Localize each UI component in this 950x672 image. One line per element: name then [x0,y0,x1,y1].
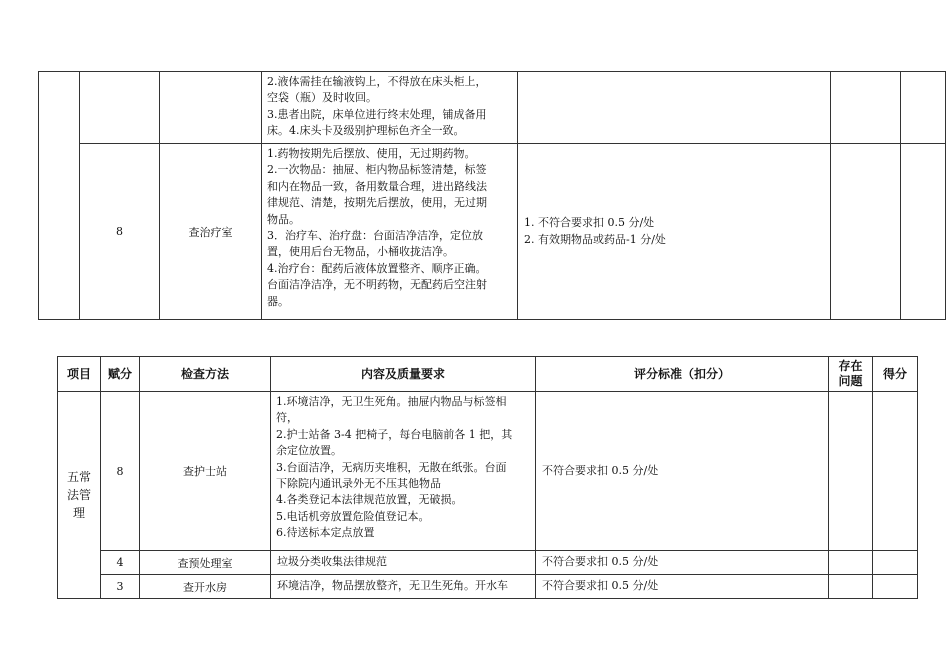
criteria-cell [518,144,831,320]
category-cell [58,392,101,599]
table-row [39,144,946,320]
points-cell [873,392,918,551]
criteria-line: 2. 有效期物品或药品-1 分/处 [524,232,666,246]
table-row [39,72,946,144]
content-cell [262,144,518,320]
content-cell [271,392,536,551]
score-cell [80,72,160,144]
content-line: 下除院内通讯录外无不压其他物品 [276,477,441,491]
method-cell [160,72,262,144]
points-cell [901,72,946,144]
issue-cell [831,144,901,320]
content-line: 2.护士站备 3-4 把椅子，每台电脑前各 1 把，其 [276,427,513,441]
content-cell: 垃圾分类收集法律规范 [271,551,536,575]
inspection-table-top [38,71,946,320]
category-label: 五常法管理 [67,470,92,520]
table-row [58,392,918,551]
inspection-table-main [57,356,918,599]
points-cell [873,575,918,599]
content-line: 6.待送标本定点放置 [276,526,375,540]
issue-cell [829,551,873,575]
content-line: 1.药物按期先后摆放、使用，无过期药物。 [267,147,476,160]
header-issue [829,357,873,392]
content-line: 和内在物品一致，备用数量合理，进出路线法 [267,179,487,193]
content-line: 3.患者出院，床单位进行终末处理，铺成备用 [267,107,487,121]
content-line: 律规范、清楚，按期先后摆放，使用，无过期 [267,196,487,210]
content-cell [262,72,518,144]
header-points: 得分 [873,357,918,392]
criteria-cell: 不符合要求扣 0.5 分/处 [536,392,829,551]
criteria-cell [518,72,831,144]
method-cell: 查开水房 [140,575,271,599]
criteria-line: 1. 不符合要求扣 0.5 分/处 [524,216,655,230]
criteria-cell: 不符合要求扣 0.5 分/处 [536,575,829,599]
header-criteria: 评分标准（扣分） [536,357,829,392]
content-line: 4.各类登记本法律规范放置，无破损。 [276,493,463,507]
content-line: 物品。 [267,212,300,226]
content-line: 2.一次物品：抽屉、柜内物品标签清楚，标签 [267,163,487,177]
issue-cell [829,575,873,599]
header-method: 检查方法 [140,357,271,392]
content-line: 余定位放置。 [276,444,342,458]
content-line: 5.电话机旁放置危险值登记本。 [276,509,430,523]
method-cell: 查预处理室 [140,551,271,575]
content-line: 4.治疗台：配药后液体放置整齐、顺序正确。 [267,261,487,275]
score-cell: 8 [80,144,160,320]
points-cell [901,144,946,320]
content-line: 1.环境洁净，无卫生死角。抽屉内物品与标签相 [276,395,507,408]
content-line: 台面洁净洁净，无不明药物，无配药后空注射 [267,278,487,292]
score-cell: 3 [101,575,140,599]
score-cell: 4 [101,551,140,575]
issue-cell [831,72,901,144]
content-line: 3．治疗车、治疗盘：台面洁净洁净，定位放 [267,229,483,243]
header-issue-label: 存在问题 [838,359,863,388]
content-line: 床。4.床头卡及级别护理标色齐全一致。 [267,124,465,138]
content-cell: 环境洁净，物品摆放整齐，无卫生死角。开水车 [271,575,536,599]
table-header-row [58,357,918,392]
category-cell [39,72,80,320]
score-cell: 8 [101,392,140,551]
method-cell: 查护士站 [140,392,271,551]
header-score: 赋分 [101,357,140,392]
content-line: 置，使用后台无物品，小桶收拢洁净。 [267,245,454,259]
table-row [58,575,918,599]
content-line: 空袋（瓶）及时收回。 [267,91,377,105]
content-line: 器。 [267,294,289,308]
header-item: 项目 [58,357,101,392]
content-line: 3.台面洁净，无病历夹堆积，无散在纸张。台面 [276,460,507,474]
table-row [58,551,918,575]
criteria-cell: 不符合要求扣 0.5 分/处 [536,551,829,575]
method-cell: 查治疗室 [160,144,262,320]
content-line: 2.液体需挂在输液钩上，不得放在床头柜上， [267,75,487,88]
points-cell [873,551,918,575]
content-line: 符， [276,411,298,425]
header-content: 内容及质量要求 [271,357,536,392]
issue-cell [829,392,873,551]
